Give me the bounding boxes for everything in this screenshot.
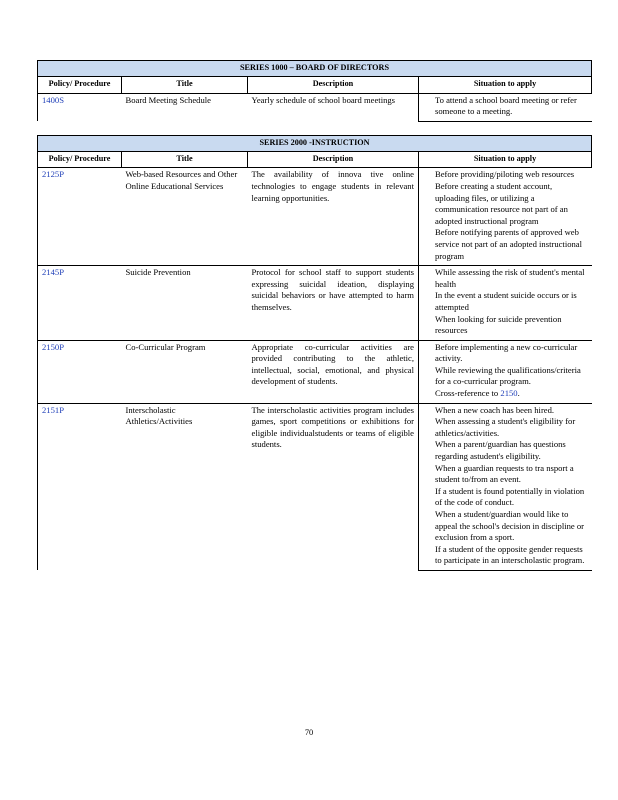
situation-item: When looking for suicide prevention resources bbox=[435, 313, 562, 336]
policy-number: 1400S bbox=[38, 93, 122, 121]
situation-item: If a student of the opposite gender requests to participate in an interscholastic program. bbox=[435, 543, 585, 566]
situation-item: Before notifying parents of approved web service not part of an adopted instructional program bbox=[435, 227, 583, 261]
policy-description: The availability of innova tive online technologies to engage students in relevant learning opportunities. bbox=[251, 169, 414, 203]
series-title: SERIES 1000 – BOARD OF DIRECTORS bbox=[38, 61, 592, 77]
situation-list bbox=[423, 169, 588, 262]
table-row bbox=[38, 266, 592, 341]
series-header-row bbox=[38, 135, 592, 151]
series-title: SERIES 2000 -INSTRUCTION bbox=[38, 135, 592, 151]
situation-list bbox=[423, 95, 588, 118]
description-column-header: Description bbox=[248, 151, 419, 168]
table-row bbox=[38, 93, 592, 121]
policy-table-series-1000 bbox=[37, 60, 592, 122]
policy-number: 2125P bbox=[38, 168, 122, 266]
situation-item: Cross-reference to 2150. bbox=[435, 388, 520, 399]
situation-list bbox=[423, 405, 588, 567]
situation-item: Before creating a student account, uploading files, or utilizing a communication resource not part of an adopted instructional program bbox=[435, 180, 568, 226]
situation-item: Before providing/piloting web resources bbox=[435, 169, 575, 180]
policy-title: Interscholastic Athletics/Activities bbox=[122, 403, 248, 570]
policy-page bbox=[37, 60, 591, 571]
policy-column-header: Policy/ Procedure bbox=[38, 77, 122, 94]
situation-item: When a guardian requests to tra nsport a student to/from an event. bbox=[435, 462, 574, 485]
title-column-header: Title bbox=[122, 77, 248, 94]
situation-item: While assessing the risk of student's mental health bbox=[435, 267, 585, 289]
policy-description: Protocol for school staff to support students expressing suicidal ideation, displaying suicidal behaviors or have attempted to harm themselves. bbox=[248, 266, 419, 341]
policy-title: Board Meeting Schedule bbox=[125, 94, 211, 105]
situations-cell bbox=[419, 266, 592, 341]
policy-description: Appropriate co-curricular activities are provided contributing to the athletic, intellectual, social, emotional, and physical development of students. bbox=[248, 340, 419, 403]
situation-column-header: Situation to apply bbox=[419, 151, 592, 168]
policy-column-header: Policy/ Procedure bbox=[38, 151, 122, 168]
policy-title: Web-based Resources and Other Online Educational Services bbox=[125, 169, 238, 191]
situations-cell bbox=[419, 403, 592, 570]
situations-cell bbox=[419, 93, 592, 121]
table-row bbox=[38, 168, 592, 266]
situation-item: When a student/guardian would like to appeal the school's decision in discipline or exclusion from a sport. bbox=[435, 509, 585, 543]
cross-reference-link[interactable]: 2150 bbox=[500, 388, 518, 399]
policy-description: Yearly schedule of school board meetings bbox=[251, 94, 396, 105]
policy-title: Suicide Prevention bbox=[122, 266, 248, 341]
situations-cell bbox=[419, 340, 592, 403]
situation-item: If a student is found potentially in violation of the code of conduct. bbox=[435, 485, 585, 508]
policy-title: Co-Curricular Program bbox=[122, 340, 248, 403]
series-header-row bbox=[38, 61, 592, 77]
situations-cell bbox=[419, 168, 592, 266]
situation-item: Before implementing a new co-curricular activity. bbox=[435, 341, 578, 364]
situation-item: When assessing a student's eligibility for athletics/activities. bbox=[435, 416, 576, 438]
description-column-header: Description bbox=[248, 77, 419, 94]
policy-table-series-2000 bbox=[37, 135, 592, 571]
title-column-header: Title bbox=[122, 151, 248, 168]
policy-description: The interscholastic activities program includes games, sport competitions or exhibitions for eligible individualstudents or teams of eligible students. bbox=[248, 403, 419, 570]
page-number: 70 bbox=[304, 728, 314, 737]
situation-item: When a parent/guardian has questions regarding astudent's eligibility. bbox=[435, 439, 566, 462]
situation-item: While reviewing the qualifications/criteria for a co-curricular program. bbox=[435, 364, 581, 387]
situation-item: To attend a school board meeting or refer someone to a meeting. bbox=[435, 94, 577, 117]
column-header-row bbox=[38, 77, 592, 94]
column-header-row bbox=[38, 151, 592, 168]
situation-list bbox=[423, 267, 588, 337]
situation-list bbox=[423, 342, 588, 400]
policy-number: 2145P bbox=[38, 266, 122, 341]
situation-column-header: Situation to apply bbox=[419, 77, 592, 94]
table-row bbox=[38, 403, 592, 570]
table-row bbox=[38, 340, 592, 403]
situation-item: When a new coach has been hired. bbox=[435, 404, 555, 415]
situation-item: In the event a student suicide occurs or is attempted bbox=[435, 290, 577, 312]
policy-number: 2151P bbox=[38, 403, 122, 570]
policy-number: 2150P bbox=[38, 340, 122, 403]
